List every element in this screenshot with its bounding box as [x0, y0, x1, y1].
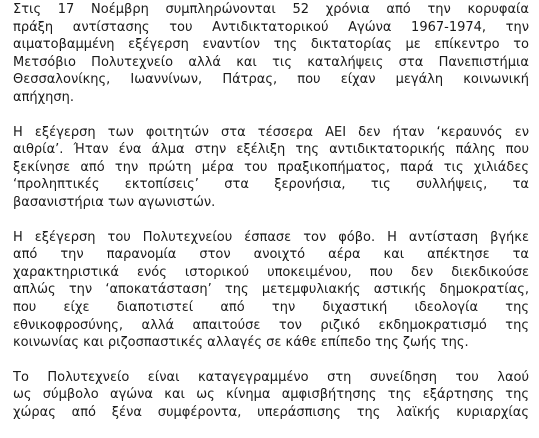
text-line: Θεσσαλονίκης, Ιωαννίνων, Πάτρας, που είχαν μεγάλη κοινωνική — [13, 72, 529, 88]
paragraph-symbol — [13, 369, 529, 422]
text-line: απλώς την ‘αποκατάσταση’ της μετεμφυλιακής αστικής δημοκρατίας, — [13, 282, 529, 298]
text-line: από την παρανομία στον ανοιχτό αέρα και απέκτησε τα — [13, 247, 529, 263]
paragraph-uprising — [13, 124, 529, 212]
text-line: Το Πολυτεχνείο είναι καταγεγραμμένο στη συνείδηση του λαού — [13, 369, 529, 385]
text-line: ως σύμβολο αγώνα και ως κίνημα αμφισβήτησης της εξάρτησης της — [13, 387, 529, 403]
text-line: Η εξέγερση των φοιτητών στα τέσσερα ΑΕΙ δεν ήταν ‘κεραυνός εν — [13, 124, 529, 140]
text-line: απήχηση. — [13, 89, 74, 105]
paragraph-anniversary — [13, 1, 529, 107]
text-line: εθνικοφροσύνης, αλλά απαιτούσε τον ριζικό εκδημοκρατισμό της — [13, 317, 529, 333]
text-line: Η εξέγερση του Πολυτεχνείου έσπασε τον φόβο. Η αντίσταση βγήκε — [13, 229, 529, 245]
text-line: χώρας από ξένα συμφέροντα, υπεράσπισης της λαϊκής κυριαρχίας — [13, 404, 529, 420]
text-line: Στις 17 Νοέμβρη συμπληρώνονται 52 χρόνια από την κορυφαία — [13, 2, 529, 17]
text-line: χαρακτηριστικά ενός ιστορικού υποκειμένου, που δεν διεκδικούσε — [13, 264, 529, 280]
text-line: αιθρία’. Ήταν ένα άλμα στην εξέλιξη της αντιδικτατορικής πάλης που — [13, 142, 529, 158]
text-line: που είχε διαποτιστεί από την διχαστική ιδεολογία της — [13, 299, 529, 315]
text-line: βασανιστήρια των αγωνιστών. — [13, 194, 216, 210]
paragraph-fear — [13, 229, 529, 352]
text-line: κοινωνίας και ριζοσπαστικές αλλαγές σε κάθε επίπεδο της ζωής της. — [13, 335, 469, 351]
text-line: ξεκίνησε από την πρώτη μέρα του πραξικοπήματος, παρά τις χιλιάδες — [13, 159, 529, 175]
text-line: αιματοβαμμένη εξέγερση εναντίον της δικτατορίας με επίκεντρο το — [13, 37, 529, 53]
text-line: ‘προληπτικές εκτοπίσεις’ στα ξερονήσια, τις συλλήψεις, τα — [13, 177, 529, 193]
text-line: Μετσόβιο Πολυτεχνείο αλλά και τις καταλήψεις στα Πανεπιστήμια — [13, 54, 529, 70]
text-line: πράξη αντίστασης του Αντιδικτατορικού Αγώνα 1967-1974, την — [13, 19, 529, 35]
article-body — [13, 1, 529, 438]
